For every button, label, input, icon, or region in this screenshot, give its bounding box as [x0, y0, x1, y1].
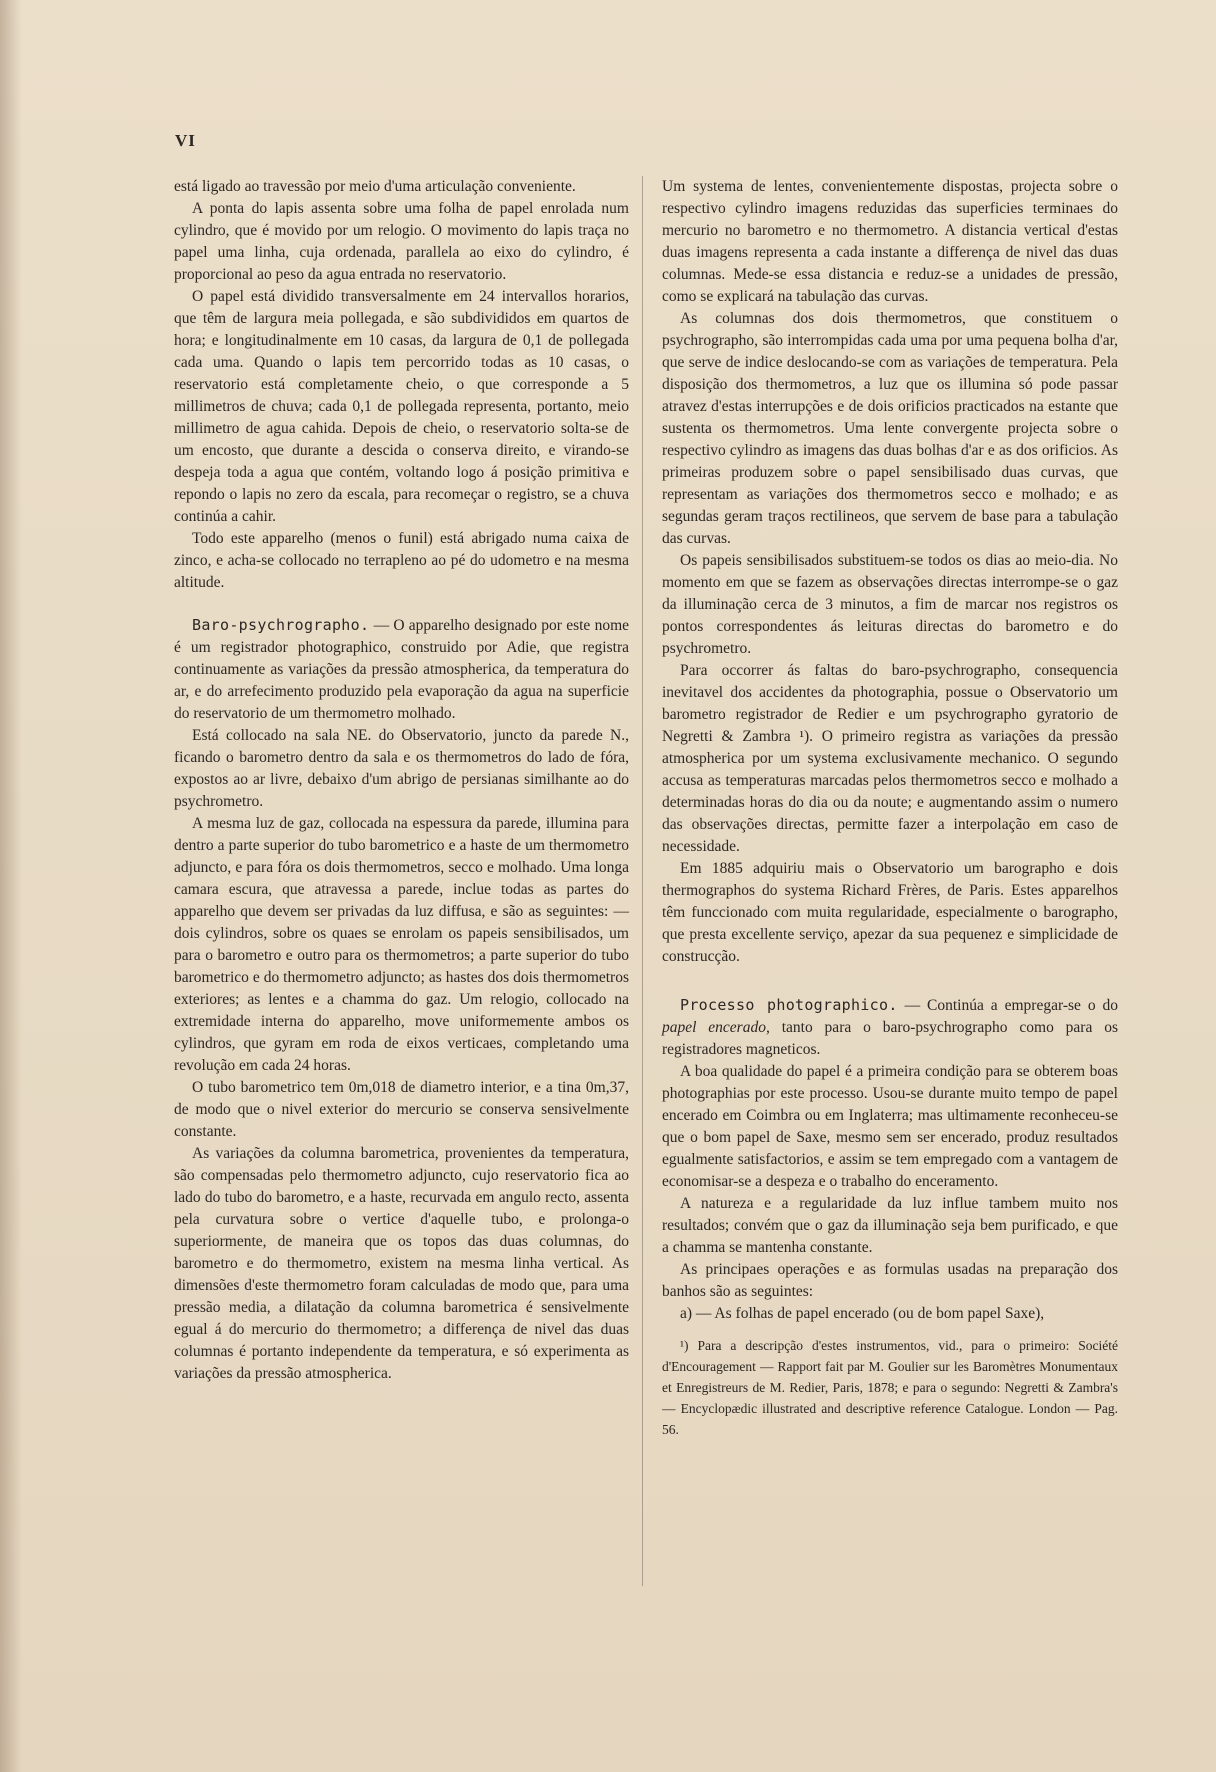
section-text: — O apparelho designado por este nome é um registrador photographico, construido por Adie, que registra continuamente as variações da pressão atmospherica, da temperatura do ar, e do arrefecimento produzido pela evaporação da agua na superficie do reservatorio de um thermometro molhado.	[174, 617, 629, 722]
section-paragraph	[662, 994, 1118, 1061]
paragraph: Está collocado na sala NE. do Observatorio, juncto da parede N., ficando o barometro dentro da sala e os thermometros do lado de fóra, expostos ao ar livre, debaixo d'um abrigo de persianas similhante ao do psychrometro.	[174, 727, 629, 810]
paragraph: O tubo barometrico tem 0m,018 de diametro interior, e a tina 0m,37, de modo que o nivel exterior do mercurio se conserva sensivelmente constante.	[174, 1079, 629, 1140]
footnote-spacer	[662, 1325, 1118, 1335]
paragraph: A mesma luz de gaz, collocada na espessura da parede, illumina para dentro a parte superior do tubo barometrico e a haste de um thermometro adjuncto, e para fóra os dois thermometros, secco e molhado. Uma longa camara escura, que atravessa a parede, inclue todas as partes do apparelho que devem ser privadas da luz diffusa, e são as seguintes: — dois cylindros, sobre os quaes se enrolam os papeis sensibilisados, um para o barometro e outro para os thermometros; a parte superior do tubo barometrico e do thermometro adjuncto; as hastes dos dois thermometros exteriores; as lentes e a chamma do gaz. Um relogio, collocado na extremidade interna do apparelho, move uniformemente ambos os cylindros, que gyram em roda de eixos verticaes, completando uma revolução em cada 24 horas.	[174, 815, 629, 1074]
paragraph: As variações da columna barometrica, provenientes da temperatura, são compensadas pelo thermometro adjuncto, cujo reservatorio fica ao lado do tubo do barometro, e a haste, recurvada em angulo recto, assenta pela curvatura sobre o vertice d'aquelle tubo, e prolonga-o superiormente, de maneira que os topos das duas columnas, do barometro e do thermometro, existem na mesma linha vertical. As dimensões d'este thermometro foram calculadas de modo que, para uma pressão media, a dilatação da columna barometrica é sensivelmente egual á do mercurio do thermometro; a differença de nivel das duas columnas é portanto independente da temperatura, e só experimenta as variações da pressão atmospherica.	[174, 1145, 629, 1382]
paragraph: O papel está dividido transversalmente em 24 intervallos horarios, que têm de largura meia pollegada, e são subdivididos em quartos de hora; e longitudinalmente em 10 casas, da largura de 0,1 de pollegada cada uma. Quando o lapis tem percorrido todas as 10 casas, o reservatorio está completamente cheio, o que corresponde a 5 millimetros de chuva; cada 0,1 de pollegada representa, portanto, meio millimetro de agua cahida. Depois de cheio, o reservatorio solta-se de um encosto, que durante a descida o conserva direito, e virando-se despeja toda a agua que contém, voltando logo á posição primitiva e repondo o lapis no zero da escala, para recomeçar o registro, se a chuva continúa a cahir.	[174, 288, 629, 525]
left-column	[174, 176, 629, 1385]
paragraph: a) — As folhas de papel encerado (ou de bom papel Saxe),	[680, 1305, 1045, 1322]
paragraph: Todo este apparelho (menos o funil) está abrigado numa caixa de zinco, e acha-se collocado no terrapleno ao pé do udometro e na mesma altitude.	[174, 530, 629, 591]
paragraph: As principaes operações e as formulas usadas na preparação dos banhos são as seguintes:	[662, 1261, 1118, 1300]
section-paragraph	[174, 614, 629, 725]
paragraph: A ponta do lapis assenta sobre uma folha de papel enrolada num cylindro, que é movido por um relogio. O movimento do lapis traça no papel uma linha, cuja ordenada, parallela ao eixo do cylindro, é proporcional ao peso da agua entrada no reservatorio.	[174, 200, 629, 283]
page-edge-shadow	[0, 0, 22, 1772]
section-text: — Continúa a empregar-se o do	[897, 997, 1118, 1014]
section-emphasis: papel encerado,	[662, 1019, 770, 1036]
paragraph: A natureza e a regularidade da luz influe tambem muito nos resultados; convém que o gaz da illuminação seja bem purificado, e que a chamma se mantenha constante.	[662, 1195, 1118, 1256]
right-column	[662, 176, 1118, 1440]
paragraph: Para occorrer ás faltas do baro-psychrographo, consequencia inevitavel dos accidentes da photographia, possue o Observatorio um barometro registrador de Redier e um psychrographo gyratorio de Negretti & Zambra ¹). O primeiro registra as variações da pressão atmospherica por um systema exclusivamente mechanico. O segundo accusa as temperaturas marcadas pelos thermometros secco e molhado a determinadas horas do dia ou da noute; e augmentando assim o numero das observações directas, permitte fazer a interpolação em caso de necessidade.	[662, 662, 1118, 855]
paragraph: Em 1885 adquiriu mais o Observatorio um barographo e dois thermographos do systema Richard Frères, de Paris. Estes apparelhos têm funccionado com muita regularidade, especialmente o barographo, que presta excellente serviço, apezar da sua pequenez e simplicidade de construcção.	[662, 860, 1118, 965]
section-text: tanto para o baro-psychrographo como para os registradores magneticos.	[662, 1019, 1118, 1058]
footnote	[662, 1335, 1118, 1440]
section-heading: Baro-psychrographo.	[192, 616, 370, 634]
paragraph: A boa qualidade do papel é a primeira condição para se obterem boas photographias por este processo. Usou-se durante muito tempo de papel encerado em Coimbra ou em Inglaterra; mas ultimamente reconheceu-se que o bom papel de Saxe, mesmo sem ser encerado, produz resultados egualmente satisfactorios, e assim se tem empregado com a vantagem de economisar-se a despeza e o trabalho do enceramento.	[662, 1063, 1118, 1190]
page-number: VI	[175, 131, 196, 150]
paragraph: As columnas dos dois thermometros, que constituem o psychrographo, são interrompidas cada uma por uma pequena bolha d'ar, que serve de indice deslocando-se com as variações de temperatura. Pela disposição dos thermometros, a luz que os illumina só pode passar atravez d'estas interrupções e de dois orificios practicados na estante que sustenta os thermometros. Uma lente convergente projecta sobre o respectivo cylindro as imagens das duas bolhas d'ar e as dos orificios. As primeiras produzem sobre o papel sensibilisado duas curvas, que representam as variações dos thermometros secco e molhado; e as segundas geram traços rectilineos, que servem de base para a tabulação das curvas.	[662, 310, 1118, 547]
column-divider	[642, 176, 643, 1586]
paragraph: Um systema de lentes, convenientemente dispostas, projecta sobre o respectivo cylindro imagens reduzidas das superficies terminaes do mercurio no barometro e no thermometro. A distancia vertical d'estas duas imagens representa a cada instante a differença de nivel das duas columnas. Mede-se essa distancia e reduz-se a unidades de pressão, como se explicará na tabulação das curvas.	[662, 178, 1118, 305]
paragraph: Os papeis sensibilisados substituem-se todos os dias ao meio-dia. No momento em que se fazem as observações directas interrompe-se o gaz da illuminação cerca de 3 minutos, a fim de marcar nos registros os pontos correspondentes ás leituras directas do barometro e do psychrometro.	[662, 552, 1118, 657]
footnote-text: Para a descripção d'estes instrumentos, vid., para o primeiro: Société d'Encouragement — Rapport fait par M. Goulier sur les Baromètres Monumentaux et Enregistreurs de M. Redier, Paris, 1878; e para o segundo: Negretti & Zambra's — Encyclopædic illustrated and descriptive reference Catalogue. London — Pag. 56.	[662, 1338, 1119, 1437]
paragraph: está ligado ao travessão por meio d'uma articulação conveniente.	[174, 178, 576, 195]
section-heading: Processo photographico.	[680, 996, 898, 1014]
footnote-marker: ¹)	[680, 1338, 689, 1353]
